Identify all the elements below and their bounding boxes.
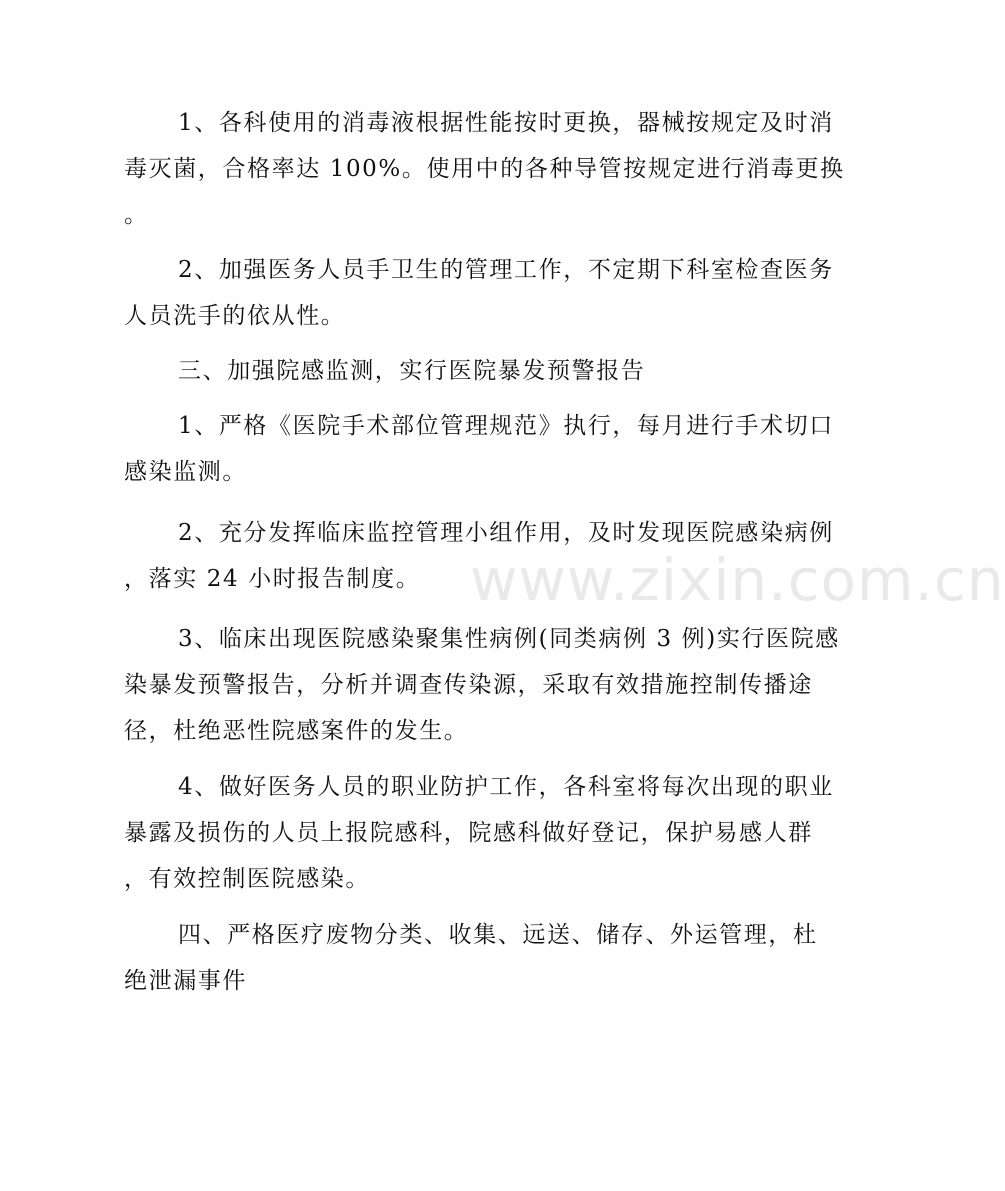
line-15: 暴露及损伤的人员上报院感科，院感科做好登记，保护易感人群 <box>124 820 813 846</box>
line-18: 绝泄漏事件 <box>124 968 247 994</box>
line-4: 2、加强医务人员手卫生的管理工作，不定期下科室检查医务 <box>178 257 834 283</box>
line-8: 感染监测。 <box>124 459 247 485</box>
watermark: www.zixin.com.cn <box>470 546 1005 614</box>
line-11: 3、临床出现医院感染聚集性病例(同类病例 3 例)实行医院感 <box>178 626 840 652</box>
line-10: ，落实 24 小时报告制度。 <box>124 566 421 592</box>
section-heading-4: 四、严格医疗废物分类、收集、远送、储存、外运管理，杜 <box>178 922 818 948</box>
line-1: 1、各科使用的消毒液根据性能按时更换，器械按规定及时消 <box>178 110 834 136</box>
line-9: 2、充分发挥临床监控管理小组作用，及时发现医院感染病例 <box>178 520 834 546</box>
line-7: 1、严格《医院手术部位管理规范》执行，每月进行手术切口 <box>178 413 834 439</box>
line-16: ，有效控制医院感染。 <box>124 866 370 892</box>
line-14: 4、做好医务人员的职业防护工作，各科室将每次出现的职业 <box>178 774 834 800</box>
line-13: 径，杜绝恶性院感案件的发生。 <box>124 718 469 744</box>
line-5: 人员洗手的依从性。 <box>124 303 346 329</box>
line-3: 。 <box>124 202 149 228</box>
line-2: 毒灭菌，合格率达 100%。使用中的各种导管按规定进行消毒更换 <box>124 156 845 182</box>
section-heading-3: 三、加强院感监测，实行医院暴发预警报告 <box>178 358 646 384</box>
line-12: 染暴发预警报告，分析并调查传染源，采取有效措施控制传播途 <box>124 672 813 698</box>
